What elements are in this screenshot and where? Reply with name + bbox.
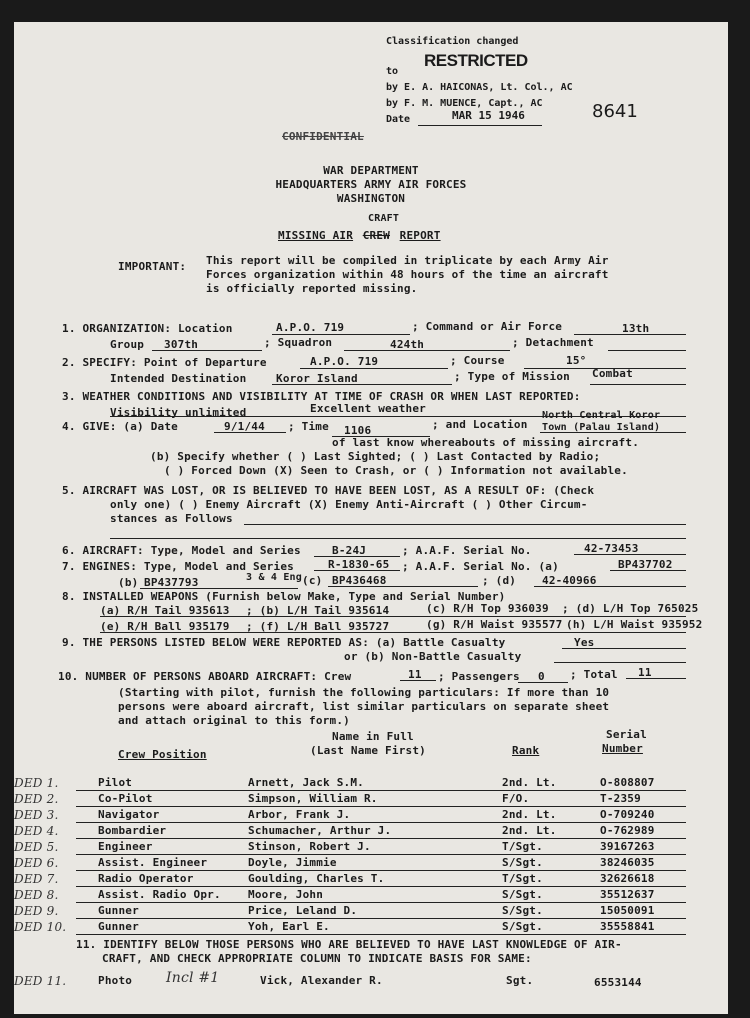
extra-row-handwriting: Incl #1 [166, 970, 220, 986]
row-position: Pilot [98, 776, 133, 789]
row-underline [76, 902, 686, 903]
row-rank: S/Sgt. [502, 888, 543, 901]
stamp-by-2: by F. M. MUENCE, Capt., AC [386, 98, 543, 109]
weapon-h: (h) L/H Waist 935952 [566, 618, 703, 631]
underline [344, 350, 510, 351]
underline [534, 586, 686, 587]
weapon-a: (a) R/H Tail 935613 [100, 604, 230, 617]
item7-type: R-1830-65 [328, 558, 390, 571]
row-rank: S/Sgt. [502, 856, 543, 869]
item5-circumstances: stances as Follows [110, 512, 233, 525]
row-rank: T/Sgt. [502, 840, 543, 853]
weapon-f: ; (f) L/H Ball 935727 [246, 620, 390, 633]
item1-command-label: ; Command or Air Force [412, 320, 563, 333]
row-underline [76, 822, 686, 823]
row-mark: DED 10. [14, 920, 67, 934]
row-rank: S/Sgt. [502, 904, 543, 917]
row-serial: 15050091 [600, 904, 655, 917]
item7-serial-a: BP437702 [618, 558, 673, 571]
title-pre: MISSING AIR [278, 229, 354, 242]
item2-mission-label: ; Type of Mission [454, 370, 570, 383]
row-mark: DED 7. [14, 872, 59, 886]
item10-crew: 11 [408, 668, 422, 681]
item2-course-label: ; Course [450, 354, 505, 367]
item10-passengers: 0 [538, 670, 545, 683]
item10-label: 10. NUMBER OF PERSONS ABOARD AIRCRAFT: Crew [58, 670, 352, 683]
row-position: Navigator [98, 808, 160, 821]
item6-label: 6. AIRCRAFT: Type, Model and Series [62, 544, 301, 557]
row-rank: 2nd. Lt. [502, 824, 557, 837]
underline [140, 588, 298, 589]
underline [314, 556, 400, 557]
row-name: Schumacher, Arthur J. [248, 824, 392, 837]
report-title [278, 224, 441, 243]
title-struck: CREW [362, 229, 390, 242]
item2-course: 15° [566, 354, 587, 367]
underline [554, 662, 686, 663]
item1-label: 1. ORGANIZATION: Location [62, 322, 233, 335]
item10-instructions-1: (Starting with pilot, furnish the following particulars: If more than 10 [118, 686, 610, 699]
row-position: Assist. Engineer [98, 856, 208, 869]
item7-serial-c: BP436468 [332, 574, 387, 587]
row-position: Bombardier [98, 824, 167, 837]
item2-destination: Koror Island [276, 372, 358, 385]
item4-location-2: Town (Palau Island) [542, 422, 661, 433]
row-serial: O-709240 [600, 808, 655, 821]
item1-group-label: Group [110, 338, 145, 351]
item4-specify: (b) Specify whether ( ) Last Sighted; ( ) Last Contacted by Radio; [150, 450, 601, 463]
item4-label: 4. GIVE: (a) Date [62, 420, 178, 433]
row-mark: DED 8. [14, 888, 59, 902]
item7-serial-b: BP437793 [144, 576, 199, 589]
stamp-date-value: MAR 15 1946 [452, 109, 525, 122]
underline [314, 570, 400, 571]
underline [626, 678, 686, 679]
row-name: Yoh, Earl E. [248, 920, 330, 933]
row-serial: T-2359 [600, 792, 641, 805]
stamp-to-label: to [386, 66, 399, 77]
underline [300, 368, 448, 369]
underline [152, 350, 262, 351]
row-serial: 39167263 [600, 840, 655, 853]
header-washington: WASHINGTON [336, 192, 406, 205]
weapon-c: (c) R/H Top 936039 [426, 602, 549, 615]
report-page [14, 22, 728, 1014]
row-position: Radio Operator [98, 872, 194, 885]
weapon-d: ; (d) L/H Top 765025 [562, 602, 699, 615]
underline [272, 384, 452, 385]
row-mark: DED 6. [14, 856, 59, 870]
classification-line: Classification changed [386, 36, 519, 47]
header-hq: HEADQUARTERS ARMY AIR FORCES [275, 178, 467, 191]
item1-squadron-label: ; Squadron [264, 336, 333, 349]
item2-label: 2. SPECIFY: Point of Departure [62, 356, 267, 369]
row-position: Gunner [98, 904, 139, 917]
extra-row-name: Vick, Alexander R. [260, 974, 383, 987]
item10-instructions-3: and attach original to this form.) [118, 714, 350, 727]
underline [328, 586, 478, 587]
header-rank: Rank [512, 744, 540, 757]
header-crew-position: Crew Position [118, 748, 207, 761]
row-serial: 38246035 [600, 856, 655, 869]
underline [590, 384, 686, 385]
row-serial: 35512637 [600, 888, 655, 901]
underline [400, 680, 436, 681]
item1-detachment-label: ; Detachment [512, 336, 594, 349]
item7-serial-label: ; A.A.F. Serial No. (a) [402, 560, 559, 573]
row-position: Co-Pilot [98, 792, 153, 805]
row-serial: O-808807 [600, 776, 655, 789]
item7-c-label: (c) [302, 574, 323, 587]
item7-b-label: (b) [118, 576, 139, 589]
item2-destination-label: Intended Destination [110, 372, 247, 385]
item4-date: 9/1/44 [224, 420, 265, 433]
row-position: Assist. Radio Opr. [98, 888, 221, 901]
underline [562, 648, 686, 649]
row-position: Engineer [98, 840, 153, 853]
underline [100, 632, 686, 633]
extra-row-serial: 6553144 [594, 976, 642, 989]
row-mark: DED 4. [14, 824, 59, 838]
underline [214, 432, 286, 433]
row-underline [76, 854, 686, 855]
item5-options: only one) ( ) Enemy Aircraft (X) Enemy Anti-Aircraft ( ) Other Circum- [110, 498, 588, 511]
stamp-by-1: by E. A. HAICONAS, Lt. Col., AC [386, 82, 573, 93]
row-rank: 2nd. Lt. [502, 776, 557, 789]
confidential-struck: CONFIDENTIAL [282, 130, 364, 143]
row-name: Simpson, William R. [248, 792, 378, 805]
row-mark: DED 3. [14, 808, 59, 822]
item9-label: 9. THE PERSONS LISTED BELOW WERE REPORTED AS: (a) Battle Casualty [62, 636, 506, 649]
item10-total-label: ; Total [570, 668, 618, 681]
underline [574, 554, 686, 555]
row-position: Gunner [98, 920, 139, 933]
underline [608, 350, 686, 351]
item7-d-label: ; (d) [482, 574, 517, 587]
date-underline [418, 125, 542, 126]
row-underline [76, 934, 686, 935]
row-underline [76, 886, 686, 887]
header-name-2: (Last Name First) [310, 744, 426, 757]
row-name: Moore, John [248, 888, 324, 901]
important-line-1: This report will be compiled in triplicate by each Army Air [206, 254, 609, 267]
header-name-1: Name in Full [332, 730, 414, 743]
extra-row-position: Photo [98, 974, 133, 987]
header-serial-1: Serial [606, 728, 647, 741]
underline [610, 570, 686, 571]
item8-label: 8. INSTALLED WEAPONS (Furnish below Make, Type and Serial Number) [62, 590, 506, 603]
item1-group: 307th [164, 338, 199, 351]
underline [574, 334, 686, 335]
row-name: Arbor, Frank J. [248, 808, 351, 821]
item10-passengers-label: ; Passengers [438, 670, 520, 683]
item9-nonbattle-label: or (b) Non-Battle Casualty [344, 650, 522, 663]
item4-location-label: ; and Location [432, 418, 528, 431]
item7-engines: 3 & 4 Eng [246, 572, 302, 583]
row-name: Goulding, Charles T. [248, 872, 385, 885]
row-serial: 32626618 [600, 872, 655, 885]
item6-type: B-24J [332, 544, 367, 557]
header-serial-2: Number [602, 742, 643, 755]
important-label: IMPORTANT: [118, 260, 187, 273]
underline [540, 432, 686, 433]
item10-total: 11 [638, 666, 652, 679]
item3-label: 3. WEATHER CONDITIONS AND VISIBILITY AT TIME OF CRASH OR WHEN LAST REPORTED: [62, 390, 581, 403]
row-underline [76, 806, 686, 807]
item3-visibility: Visibility unlimited [110, 406, 247, 419]
restricted-stamp: RESTRICTED [424, 51, 528, 70]
item7-serial-d: 42-40966 [542, 574, 597, 587]
item10-instructions-2: persons were aboard aircraft, list similar particulars on separate sheet [118, 700, 610, 713]
item2-departure: A.P.O. 719 [310, 355, 379, 368]
underline [244, 524, 686, 525]
important-line-2: Forces organization within 48 hours of the time an aircraft [206, 268, 609, 281]
row-mark: DED 9. [14, 904, 59, 918]
weapon-g: (g) R/H Waist 935577 [426, 618, 563, 631]
important-line-3: is officially reported missing. [206, 282, 418, 295]
row-rank: F/O. [502, 792, 530, 805]
row-underline [76, 838, 686, 839]
item5-label: 5. AIRCRAFT WAS LOST, OR IS BELIEVED TO HAVE BEEN LOST, AS A RESULT OF: (Check [62, 484, 595, 497]
underline [518, 682, 568, 683]
craft-insert: CRAFT [368, 213, 400, 224]
item3-weather: Excellent weather [310, 402, 426, 415]
underline [272, 334, 410, 335]
row-name: Doyle, Jimmie [248, 856, 337, 869]
item1-squadron: 424th [390, 338, 425, 351]
header-war-department: WAR DEPARTMENT [323, 164, 419, 177]
row-serial: O-762989 [600, 824, 655, 837]
item6-serial: 42-73453 [584, 542, 639, 555]
item1-location: A.P.O. 719 [276, 321, 345, 334]
weapon-b: ; (b) L/H Tail 935614 [246, 604, 390, 617]
item9-battle: Yes [574, 636, 595, 649]
row-mark: DED 2. [14, 792, 59, 806]
row-name: Arnett, Jack S.M. [248, 776, 364, 789]
document-number: 8641 [592, 101, 638, 122]
row-underline [76, 790, 686, 791]
row-underline [76, 870, 686, 871]
item4-time-label: ; Time [288, 420, 329, 433]
row-serial: 35558841 [600, 920, 655, 933]
extra-row-rank: Sgt. [506, 974, 534, 987]
row-rank: 2nd. Lt. [502, 808, 557, 821]
title-post: REPORT [399, 229, 441, 242]
row-mark: DED 5. [14, 840, 59, 854]
item6-serial-label: ; A.A.F. Serial No. [402, 544, 532, 557]
extra-row-mark: DED 11. [14, 974, 67, 988]
row-rank: T/Sgt. [502, 872, 543, 885]
item4-forced: ( ) Forced Down (X) Seen to Crash, or ( ) Information not available. [164, 464, 628, 477]
stamp-date-label: Date [386, 114, 411, 125]
item7-label: 7. ENGINES: Type, Model and Series [62, 560, 294, 573]
item4-location-1: North Central Koror [542, 410, 661, 421]
item4-time: 1106 [344, 424, 372, 437]
item2-mission: Combat [592, 367, 633, 380]
row-name: Price, Leland D. [248, 904, 358, 917]
row-underline [76, 918, 686, 919]
item11-line-1: 11. IDENTIFY BELOW THOSE PERSONS WHO ARE BELIEVED TO HAVE LAST KNOWLEDGE OF AIR- [76, 938, 622, 951]
item11-line-2: CRAFT, AND CHECK APPROPRIATE COLUMN TO INDICATE BASIS FOR SAME: [102, 952, 532, 965]
underline [100, 616, 686, 617]
weapon-e: (e) R/H Ball 935179 [100, 620, 230, 633]
underline [110, 538, 686, 539]
item4-whereabouts: of last know whereabouts of missing aircraft. [332, 436, 640, 449]
row-rank: S/Sgt. [502, 920, 543, 933]
item1-command: 13th [622, 322, 650, 335]
row-mark: DED 1. [14, 776, 59, 790]
row-name: Stinson, Robert J. [248, 840, 371, 853]
